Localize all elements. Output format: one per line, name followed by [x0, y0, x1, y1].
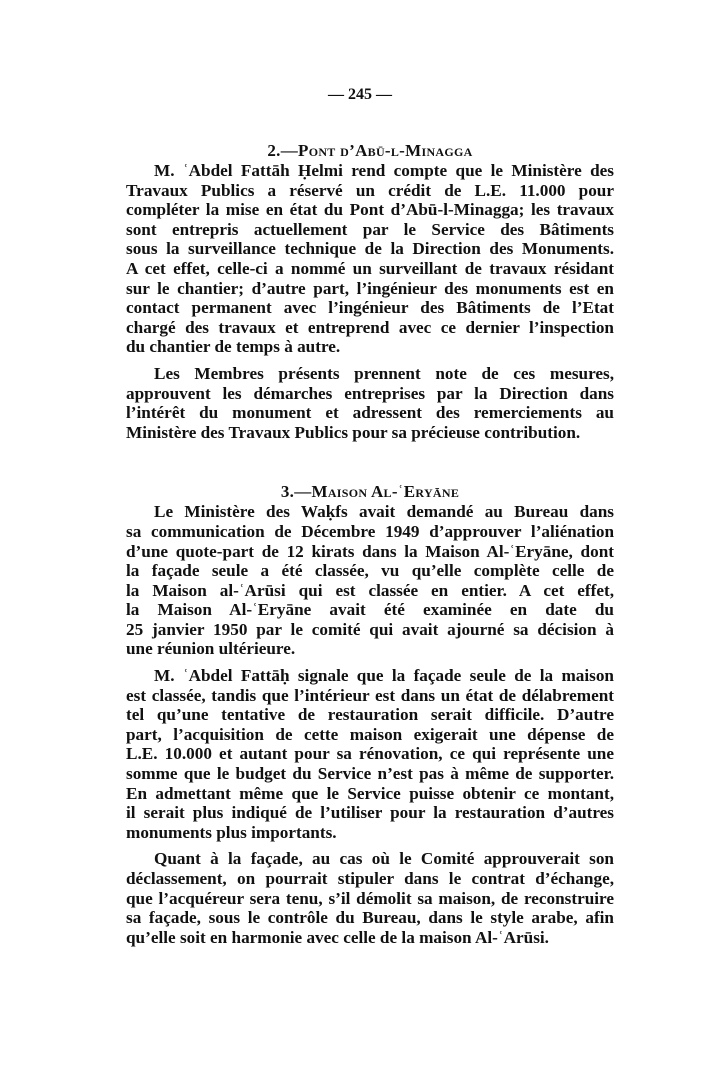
text-line: d’une quote-part de 12 kirats dans la Maison Al-ʿEryāne, dont	[126, 541, 614, 561]
text-line: Les Membres présents prennent note de ces mesures,	[154, 363, 614, 383]
text-column	[126, 141, 614, 947]
text-line: L.E. 10.000 et autant pour sa rénovation, ce qui représente une	[126, 744, 614, 764]
paragraph	[126, 364, 614, 442]
text-line: sa façade, sous le contrôle du Bureau, dans le style arabe, afin	[126, 908, 614, 928]
text-line: la Maison al-ʿArūsi qui est classée en entier. A cet effet,	[126, 580, 614, 600]
text-line: la façade seule a été classée, vu qu’elle complète celle de	[126, 561, 614, 581]
text-line: du chantier de temps à autre.	[126, 337, 341, 357]
text-line: la Maison Al-ʿEryāne avait été examinée en date du	[126, 600, 614, 620]
text-line: l’intérêt du monument et adressent des remerciements au	[126, 403, 614, 423]
text-line: M. ʿAbdel Fattāh Ḥelmi rend compte que le Ministère des	[154, 161, 614, 180]
text-line: compléter la mise en état du Pont d’Abū-l-Minagga; les travaux	[126, 200, 614, 220]
text-line: chargé des travaux et entreprend avec ce dernier l’inspection	[126, 317, 614, 337]
text-line: est classée, tandis que l’intérieur est dans un état de délabrement	[126, 685, 614, 705]
page-number: — 245 —	[328, 86, 392, 103]
text-line: A cet effet, celle-ci a nommé un surveillant de travaux résidant	[126, 258, 614, 278]
text-line: sur le chantier; d’autre part, l’ingénieur des monuments est en	[126, 278, 614, 298]
paragraph	[126, 502, 614, 659]
text-line: Le Ministère des Waḳfs avait demandé au Bureau dans	[154, 502, 614, 522]
text-line: contact permanent avec l’ingénieur des Bâtiments de l’Etat	[126, 298, 614, 318]
text-line: somme que le budget du Service n’est pas à même de supporter.	[126, 764, 614, 784]
text-line: approuvent les démarches entreprises par la Direction dans	[126, 383, 614, 403]
text-line: monuments plus importants.	[126, 822, 337, 842]
text-line: 25 janvier 1950 par le comité qui avait ajourné sa décision à	[126, 619, 614, 639]
section-heading: 3.—Maison Al-ʿEryāne	[280, 482, 460, 502]
text-line: une réunion ultérieure.	[126, 639, 296, 659]
text-line: déclassement, on pourrait stipuler dans le contrat d’échange,	[126, 869, 614, 888]
text-line: tel qu’une tentative de restauration serait difficile. D’autre	[126, 705, 614, 725]
paragraph	[126, 849, 614, 947]
text-line: En admettant même que le Service puisse obtenir ce montant,	[126, 783, 614, 803]
text-line: sont entrepris actuellement par le Service des Bâtiments	[126, 219, 614, 239]
text-line: sa communication de Décembre 1949 d’approuver l’aliénation	[126, 521, 614, 541]
text-line: sous la surveillance technique de la Direction des Monuments.	[126, 239, 614, 259]
text-line: il serait plus indiqué de l’utiliser pour la restauration d’autres	[126, 803, 614, 823]
text-line: Travaux Publics a réservé un crédit de L.E. 11.000 pour	[126, 180, 614, 200]
text-line: M. ʿAbdel Fattāḥ signale que la façade seule de la maison	[154, 666, 614, 686]
text-line: part, l’acquisition de cette maison exigerait une dépense de	[126, 724, 614, 744]
text-line: Ministère des Travaux Publics pour sa précieuse contribution.	[126, 422, 581, 442]
text-line: qu’elle soit en harmonie avec celle de la maison Al-ʿArūsi.	[126, 927, 549, 947]
text-line: que l’acquéreur sera tenu, s’il démolit sa maison, de reconstruire	[126, 888, 614, 908]
section-heading: 2.—Pont d’Abū-l-Minagga	[267, 141, 473, 160]
text-line: Quant à la façade, au cas où le Comité approuverait son	[154, 849, 614, 869]
paragraph	[126, 161, 614, 357]
paragraph	[126, 666, 614, 842]
